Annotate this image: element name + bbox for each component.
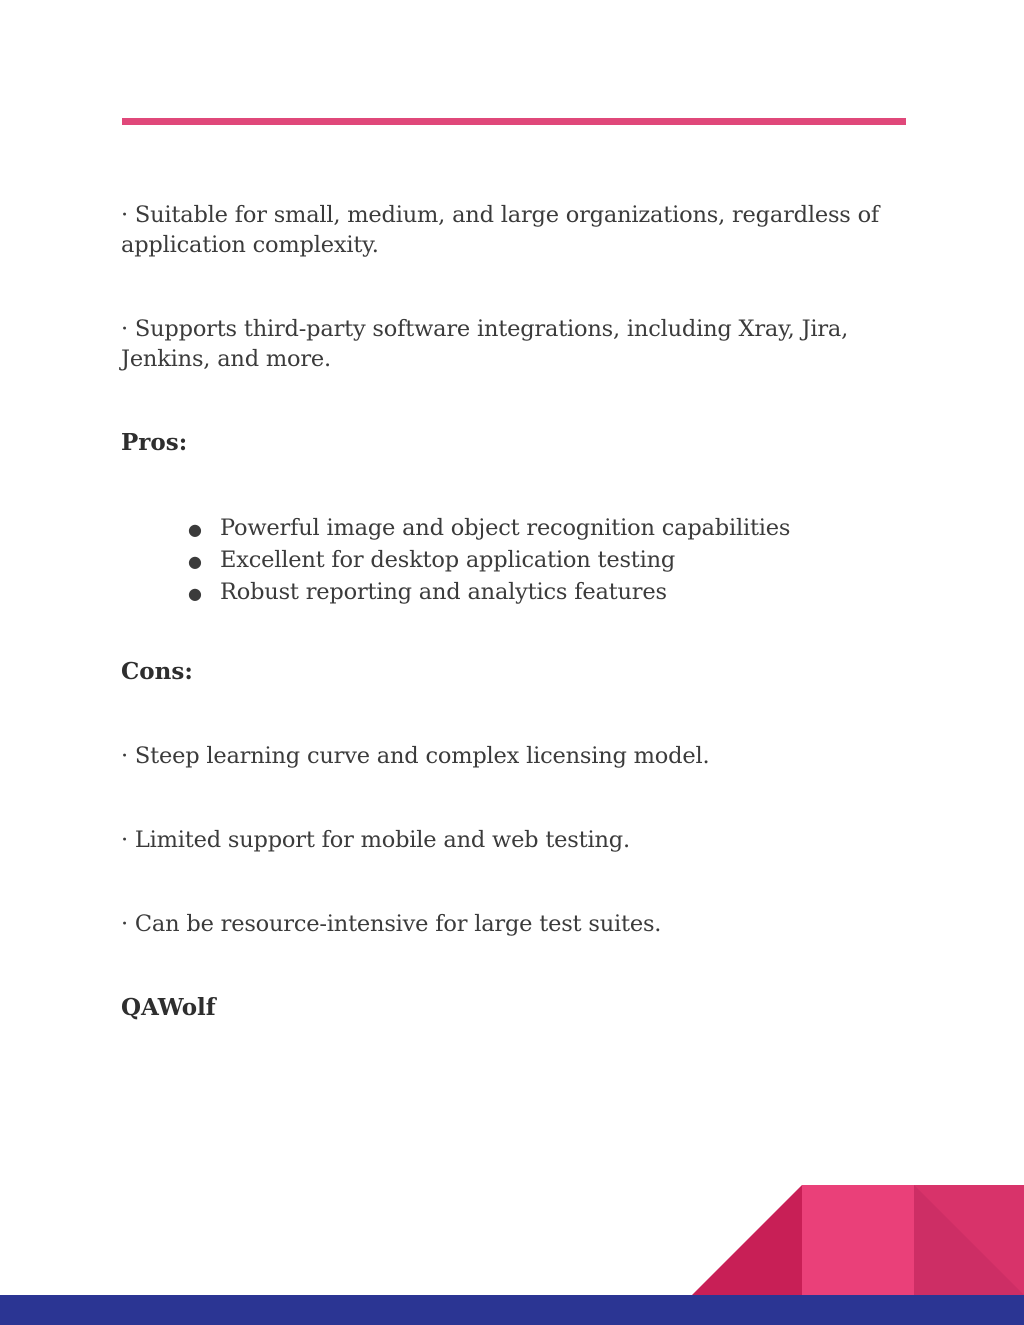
footer-graphic — [0, 1185, 1024, 1325]
cons-item: · Limited support for mobile and web testing. — [121, 827, 630, 853]
pros-list — [188, 513, 790, 609]
paragraph-integrations: · Supports third-party software integrations, including Xray, Jira, Jenkins, and more. — [121, 316, 849, 372]
paragraph-org-suitability: · Suitable for small, medium, and large organizations, regardless of application complexity. — [121, 202, 880, 258]
list-item — [188, 577, 790, 609]
pros-heading: Pros: — [121, 429, 188, 456]
cons-item: · Steep learning curve and complex licensing model. — [121, 743, 710, 769]
pros-item-text: Robust reporting and analytics features — [220, 579, 667, 605]
list-item — [188, 513, 790, 545]
pros-item-text: Powerful image and object recognition capabilities — [220, 515, 791, 541]
bullet-icon: ● — [188, 520, 202, 539]
list-item — [188, 545, 790, 577]
cons-item: · Can be resource-intensive for large test suites. — [121, 911, 662, 937]
footer-decoration — [0, 1185, 1024, 1325]
footer-block-pink — [802, 1185, 914, 1295]
qawolf-heading: QAWolf — [121, 994, 216, 1021]
cons-heading: Cons: — [121, 658, 193, 685]
bullet-icon: ● — [188, 552, 202, 571]
footer-band — [0, 1295, 1024, 1325]
footer-triangle-dark — [692, 1185, 802, 1295]
bullet-icon: ● — [188, 584, 202, 603]
accent-rule — [122, 118, 906, 125]
pros-item-text: Excellent for desktop application testing — [220, 547, 676, 573]
